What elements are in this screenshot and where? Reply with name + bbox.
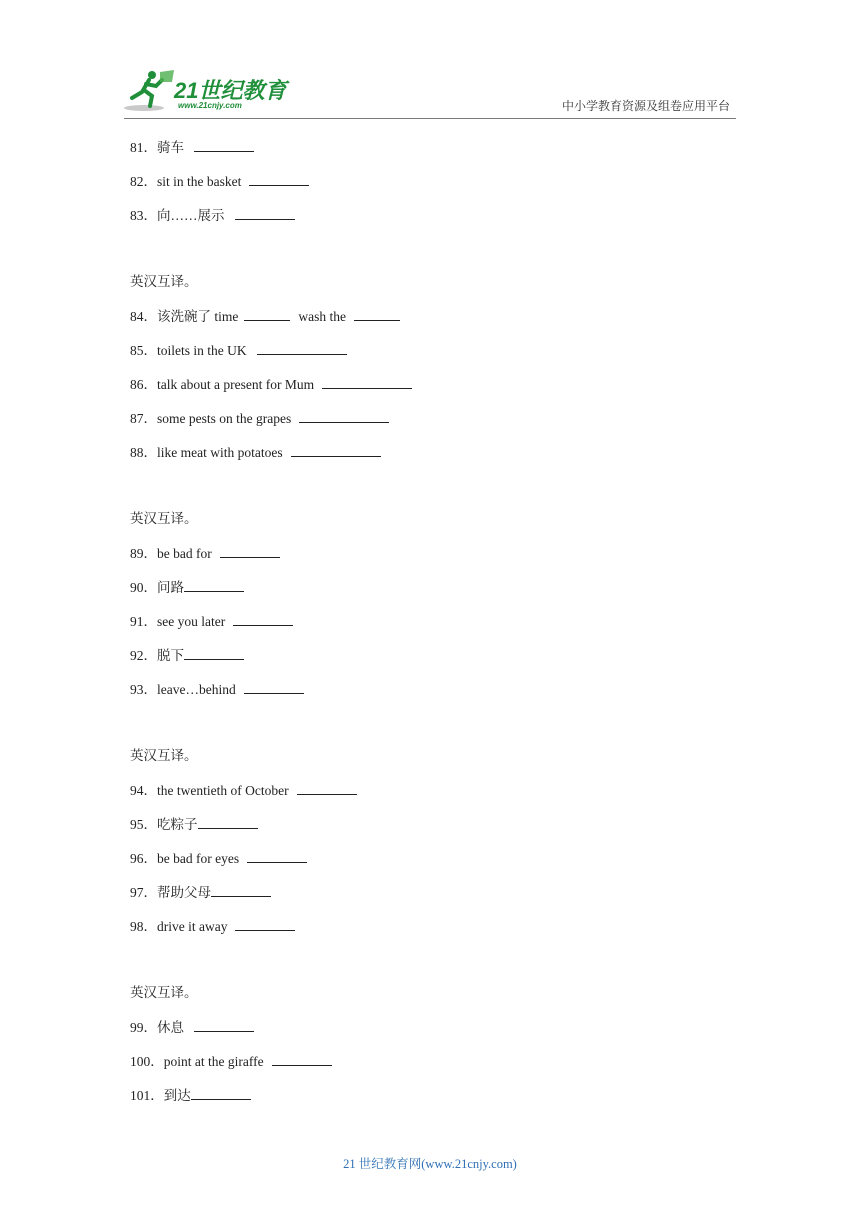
platform-name: 中小学教育资源及组卷应用平台 <box>561 99 730 113</box>
answer-blank[interactable] <box>184 646 244 660</box>
question-86 <box>130 375 412 394</box>
question-87 <box>130 409 389 428</box>
question-text: 该洗碗了 <box>157 309 215 324</box>
question-98 <box>130 917 295 936</box>
question-95 <box>130 815 258 834</box>
logo <box>122 68 292 114</box>
question-text: 到达 <box>163 1088 191 1103</box>
question-text: drive it away <box>157 919 228 934</box>
question-number: 85． <box>130 343 157 358</box>
question-text: 向……展示 <box>157 208 225 223</box>
question-101 <box>130 1086 251 1105</box>
answer-blank[interactable] <box>244 680 304 694</box>
question-number: 91． <box>130 614 157 629</box>
question-text: talk about a present for Mum <box>157 377 315 392</box>
question-94 <box>130 781 357 800</box>
question-text: 脱下 <box>157 648 184 663</box>
question-84 <box>130 307 400 326</box>
question-text: the twentieth of October <box>157 783 289 798</box>
question-text: point at the giraffe <box>163 1054 264 1069</box>
answer-blank[interactable] <box>233 612 293 626</box>
question-number: 100． <box>130 1054 164 1069</box>
question-number: 95． <box>130 817 157 832</box>
logo-subtext: www.21cnjy.com <box>178 101 242 110</box>
answer-blank[interactable] <box>247 849 307 863</box>
question-word: time <box>214 309 239 324</box>
answer-blank[interactable] <box>235 917 295 931</box>
question-number: 97． <box>130 885 157 900</box>
question-text: toilets in the UK <box>157 343 247 358</box>
question-number: 83． <box>130 208 157 223</box>
answer-blank[interactable] <box>244 307 290 321</box>
section-instruction: 英汉互译。 <box>130 748 198 763</box>
question-text: some pests on the grapes <box>157 411 292 426</box>
question-100 <box>130 1052 332 1071</box>
question-number: 89． <box>130 546 157 561</box>
question-number: 82． <box>130 174 157 189</box>
question-number: 101． <box>130 1088 164 1103</box>
answer-blank[interactable] <box>354 307 400 321</box>
question-82 <box>130 172 309 191</box>
answer-blank[interactable] <box>184 578 244 592</box>
question-text: 问路 <box>157 580 184 595</box>
runner-icon <box>122 68 178 114</box>
logo-text: 21世纪教育 <box>174 78 287 103</box>
page-header <box>0 0 860 130</box>
section-instruction: 英汉互译。 <box>130 511 198 526</box>
question-number: 90． <box>130 580 157 595</box>
question-number: 96． <box>130 851 157 866</box>
page-footer: 21 世纪教育网(www.21cnjy.com) <box>343 1157 517 1171</box>
question-83 <box>130 206 295 225</box>
question-text: leave…behind <box>157 682 236 697</box>
question-text: 休息 <box>157 1020 184 1035</box>
question-90 <box>130 578 244 597</box>
question-88 <box>130 443 381 462</box>
answer-blank[interactable] <box>257 341 347 355</box>
question-number: 87． <box>130 411 157 426</box>
answer-blank[interactable] <box>194 1018 254 1032</box>
question-text: 帮助父母 <box>157 885 211 900</box>
question-92 <box>130 646 244 665</box>
question-number: 86． <box>130 377 157 392</box>
answer-blank[interactable] <box>220 544 280 558</box>
answer-blank[interactable] <box>297 781 357 795</box>
question-number: 94． <box>130 783 157 798</box>
question-97 <box>130 883 271 902</box>
question-text: 吃粽子 <box>157 817 198 832</box>
question-number: 92． <box>130 648 157 663</box>
section-instruction: 英汉互译。 <box>130 274 198 289</box>
question-text: be bad for eyes <box>157 851 240 866</box>
answer-blank[interactable] <box>198 815 258 829</box>
question-number: 99． <box>130 1020 157 1035</box>
answer-blank[interactable] <box>299 409 389 423</box>
answer-blank[interactable] <box>322 375 412 389</box>
question-number: 81． <box>130 140 157 155</box>
answer-blank[interactable] <box>291 443 381 457</box>
section-instruction: 英汉互译。 <box>130 985 198 1000</box>
answer-blank[interactable] <box>249 172 309 186</box>
question-85 <box>130 341 347 360</box>
question-number: 84． <box>130 309 157 324</box>
question-text: be bad for <box>157 546 212 561</box>
answer-blank[interactable] <box>194 138 254 152</box>
question-89 <box>130 544 280 563</box>
question-text: sit in the basket <box>157 174 242 189</box>
answer-blank[interactable] <box>191 1086 251 1100</box>
question-number: 98． <box>130 919 157 934</box>
question-number: 93． <box>130 682 157 697</box>
question-99 <box>130 1018 254 1037</box>
question-96 <box>130 849 307 868</box>
answer-blank[interactable] <box>211 883 271 897</box>
header-divider <box>124 118 736 119</box>
question-81 <box>130 138 254 157</box>
question-number: 88． <box>130 445 157 460</box>
answer-blank[interactable] <box>235 206 295 220</box>
question-text: like meat with potatoes <box>157 445 283 460</box>
question-text: see you later <box>157 614 226 629</box>
answer-blank[interactable] <box>272 1052 332 1066</box>
question-91 <box>130 612 293 631</box>
question-93 <box>130 680 304 699</box>
question-text: 骑车 <box>157 140 184 155</box>
question-word: wash the <box>298 309 346 324</box>
